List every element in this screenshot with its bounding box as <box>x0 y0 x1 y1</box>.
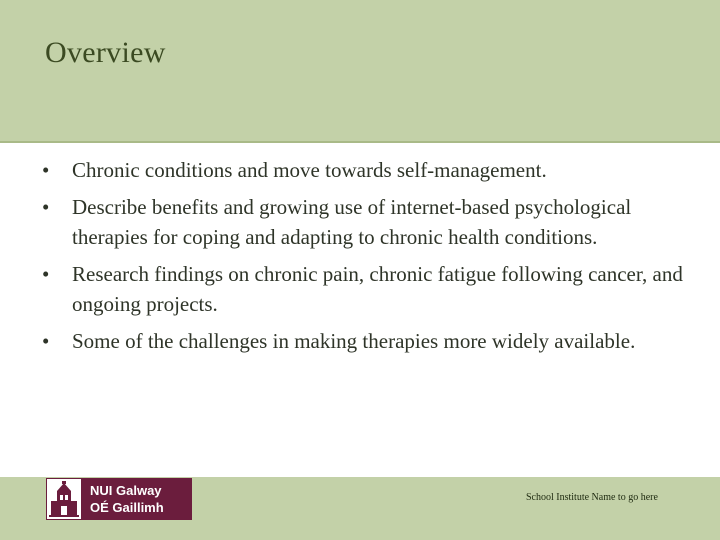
bullet-symbol: • <box>42 329 50 353</box>
bullet-item <box>30 326 690 356</box>
bullet-text: Research findings on chronic pain, chronic fatigue following cancer, and ongoing projects. <box>72 262 683 316</box>
tower-icon <box>47 479 81 519</box>
bullet-text: Chronic conditions and move towards self-management. <box>72 158 547 182</box>
bullet-item <box>30 259 690 319</box>
bullet-text: Some of the challenges in making therapies more widely available. <box>72 329 636 353</box>
logo-line-english: NUI Galway <box>90 483 162 498</box>
slide-title: Overview <box>45 36 166 69</box>
header-divider <box>0 141 720 143</box>
tower-emblem-icon <box>46 478 82 520</box>
footer-institute-name: School Institute Name to go here <box>526 492 658 503</box>
bullet-list <box>30 155 690 363</box>
university-logo <box>46 478 192 520</box>
logo-wordmark <box>90 482 164 516</box>
logo-line-irish: OÉ Gaillimh <box>90 500 164 515</box>
bullet-symbol: • <box>42 262 50 286</box>
bullet-symbol: • <box>42 195 50 219</box>
bullet-item <box>30 155 690 185</box>
slide-header-band <box>0 0 720 141</box>
bullet-item <box>30 192 690 252</box>
bullet-text: Describe benefits and growing use of internet-based psychological therapies for coping and adapting to chronic health conditions. <box>72 195 632 249</box>
bullet-symbol: • <box>42 158 50 182</box>
